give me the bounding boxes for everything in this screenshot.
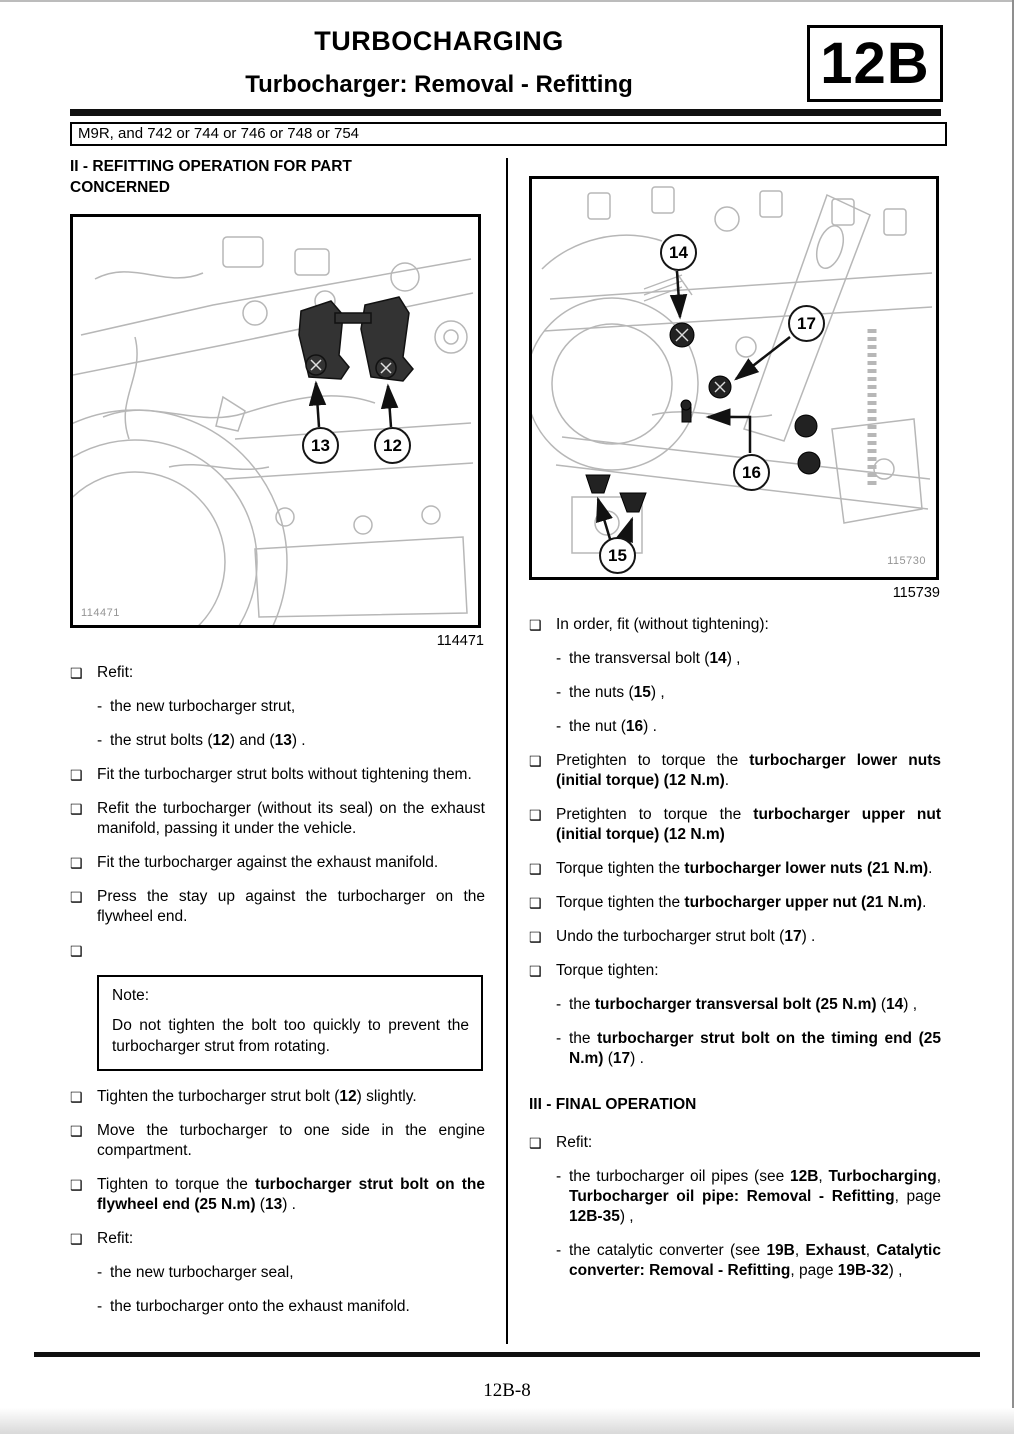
item-text: the nut (16) .	[569, 718, 657, 735]
sub-item	[529, 995, 941, 1015]
header	[75, 26, 803, 99]
item-text: the turbocharger oil pipes (see 12B, Turbocharging, Turbocharger oil pipe: Removal - Refitting, page 12B-35) ,	[569, 1168, 941, 1225]
dash-marker: -	[556, 650, 562, 667]
item-text: Fit the turbocharger strut bolts without tightening them.	[97, 766, 472, 783]
item-text: Pretighten to torque the turbocharger lower nuts (initial torque) (12 N.m).	[556, 752, 941, 789]
checklist-item	[529, 859, 941, 879]
applicability-note: M9R, and 742 or 744 or 746 or 748 or 754	[70, 122, 947, 146]
checkbox-icon: ❑	[529, 861, 542, 877]
item-text	[97, 941, 485, 961]
item-text: Tighten to torque the turbocharger strut bolt on the flywheel end (25 N.m) (13) .	[97, 1176, 485, 1213]
item-text: Refit:	[97, 1230, 134, 1247]
checklist-item	[529, 893, 941, 913]
item-text: the new turbocharger seal,	[110, 1264, 294, 1281]
dash-marker: -	[556, 996, 562, 1013]
figure-watermark: 114471	[81, 607, 120, 619]
dash-marker: -	[556, 718, 562, 735]
note-body: Do not tighten the bolt too quickly to prevent the turbocharger strut from rotating.	[112, 1017, 469, 1055]
item-text: Fit the turbocharger against the exhaust manifold.	[97, 854, 439, 871]
final-operation-checklist	[529, 1133, 941, 1281]
checklist-item	[70, 663, 485, 683]
item-text: Tighten the turbocharger strut bolt (12) slightly.	[97, 1088, 417, 1105]
chapter-code-box: 12B	[807, 25, 943, 102]
callout-16: 16	[733, 454, 770, 491]
checklist-item	[70, 1175, 485, 1215]
note-title: Note:	[112, 987, 150, 1004]
checkbox-icon: ❑	[529, 1135, 542, 1151]
figure-caption: 115739	[892, 585, 940, 601]
checklist-item	[529, 805, 941, 845]
section-title-final-operation: III - FINAL OPERATION	[529, 1096, 697, 1113]
item-text: Torque tighten the turbocharger upper nut (21 N.m).	[556, 894, 927, 911]
dash-marker: -	[556, 1030, 562, 1047]
checkbox-icon: ❑	[70, 855, 83, 871]
section-title-refitting: II - REFITTING OPERATION FOR PART CONCERNED	[70, 158, 352, 196]
checkbox-icon: ❑	[529, 617, 542, 633]
header-rule	[70, 109, 941, 116]
checkbox-icon: ❑	[70, 889, 83, 905]
refitting-checklist	[70, 663, 485, 1317]
item-text: the strut bolts (12) and (13) .	[110, 732, 306, 749]
item-text: the turbocharger transversal bolt (25 N.m) (14) ,	[569, 996, 918, 1013]
page-bottom-edge	[0, 1408, 1014, 1434]
dash-marker: -	[97, 1298, 103, 1315]
callout-15: 15	[599, 537, 636, 574]
checkbox-icon: ❑	[70, 1089, 83, 1105]
page-subtitle: Turbocharger: Removal - Refitting	[245, 71, 633, 98]
sub-item	[70, 697, 485, 717]
item-text: Refit:	[556, 1134, 593, 1151]
item-text: Press the stay up against the turbocharger on the flywheel end.	[97, 888, 485, 925]
item-text: Torque tighten the turbocharger lower nuts (21 N.m).	[556, 860, 933, 877]
checkbox-icon: ❑	[529, 963, 542, 979]
checkbox-icon: ❑	[70, 1231, 83, 1247]
checklist-item	[70, 1087, 485, 1107]
sub-item	[70, 1297, 485, 1317]
checklist-item	[70, 799, 485, 839]
item-text: the transversal bolt (14) ,	[569, 650, 741, 667]
sub-item	[529, 1241, 941, 1281]
engine-figure-turbo-nuts	[529, 176, 939, 580]
figure-watermark: 115730	[887, 555, 926, 567]
dash-marker: -	[556, 684, 562, 701]
checkbox-icon: ❑	[70, 1123, 83, 1139]
item-text: the new turbocharger strut,	[110, 698, 296, 715]
checklist-item	[70, 853, 485, 873]
callout-13: 13	[302, 427, 339, 464]
tightening-checklist	[529, 615, 941, 1069]
item-text: the turbocharger onto the exhaust manifold.	[110, 1298, 410, 1315]
callout-12: 12	[374, 427, 411, 464]
item-text: Refit the turbocharger (without its seal) on the exhaust manifold, passing it under the vehicle.	[97, 800, 485, 837]
item-text: Torque tighten:	[556, 962, 659, 979]
sub-item	[70, 731, 485, 751]
item-text: Undo the turbocharger strut bolt (17) .	[556, 928, 816, 945]
item-text: In order, fit (without tightening):	[556, 616, 769, 633]
checkbox-icon: ❑	[529, 807, 542, 823]
checkbox-icon: ❑	[70, 943, 83, 959]
checklist-item	[529, 751, 941, 791]
callout-14: 14	[660, 234, 697, 271]
checklist-item	[529, 1133, 941, 1153]
checklist-item	[70, 1229, 485, 1249]
item-text: Pretighten to torque the turbocharger upper nut (initial torque) (12 N.m)	[556, 806, 941, 843]
item-text: the turbocharger strut bolt on the timing end (25 N.m) (17) .	[569, 1030, 941, 1067]
checkbox-icon: ❑	[70, 665, 83, 681]
checklist-item	[70, 1121, 485, 1161]
left-column	[70, 156, 485, 1331]
sub-item	[529, 649, 941, 669]
item-text: Refit:	[97, 664, 134, 681]
engine-line-art	[532, 179, 936, 577]
sub-item	[529, 1167, 941, 1227]
item-text: the nuts (15) ,	[569, 684, 665, 701]
checkbox-icon: ❑	[70, 767, 83, 783]
item-text: the catalytic converter (see 19B, Exhaust, Catalytic converter: Removal - Refitting, page 19B-32) ,	[569, 1242, 941, 1279]
checkbox-icon: ❑	[529, 929, 542, 945]
checklist-item	[529, 927, 941, 947]
page-number: 12B-8	[483, 1380, 531, 1401]
checklist-item	[70, 887, 485, 927]
callout-17: 17	[788, 305, 825, 342]
item-text: Move the turbocharger to one side in the engine compartment.	[97, 1122, 485, 1159]
dash-marker: -	[97, 1264, 103, 1281]
column-divider	[506, 158, 508, 1344]
page-title: TURBOCHARGING	[314, 26, 564, 56]
right-column	[529, 170, 941, 1295]
checklist-item	[529, 615, 941, 635]
checkbox-icon: ❑	[70, 1177, 83, 1193]
checkbox-icon: ❑	[70, 801, 83, 817]
sub-item	[70, 1263, 485, 1283]
dash-marker: -	[556, 1168, 562, 1185]
figure-caption: 114471	[436, 633, 484, 649]
engine-line-art	[73, 217, 478, 625]
page-top-edge	[0, 0, 1014, 2]
checkbox-icon: ❑	[529, 895, 542, 911]
checklist-item	[70, 765, 485, 785]
footer-rule	[34, 1352, 980, 1357]
checklist-item	[529, 961, 941, 981]
engine-figure-strut-bolts	[70, 214, 481, 628]
sub-item	[529, 1029, 941, 1069]
dash-marker: -	[97, 732, 103, 749]
checkbox-icon: ❑	[529, 753, 542, 769]
note-box	[97, 975, 483, 1071]
sub-item	[529, 683, 941, 703]
dash-marker: -	[556, 1242, 562, 1259]
sub-item	[529, 717, 941, 737]
dash-marker: -	[97, 698, 103, 715]
checklist-item	[70, 941, 485, 961]
